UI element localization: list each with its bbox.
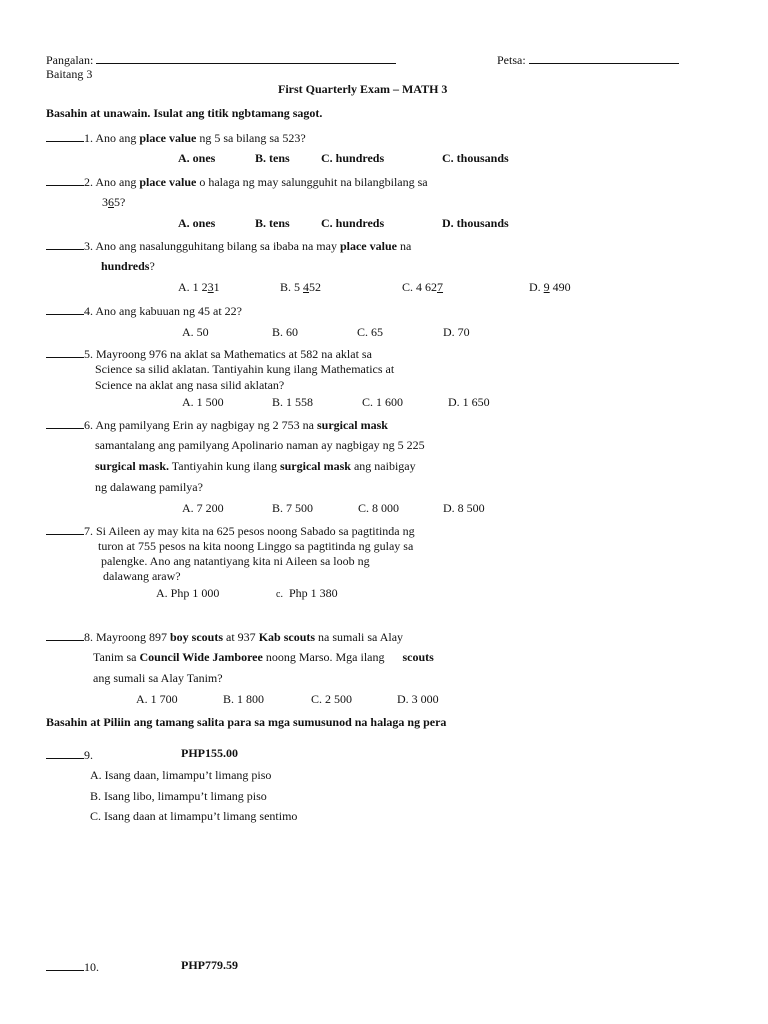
q9-choice-a: A. Isang daan, limampu’t limang piso xyxy=(90,768,272,782)
q8-choice-b: B. 1 800 xyxy=(223,692,265,706)
question-7-line3: palengke. Ano ang natantiyang kita ni Aileen sa loob ng xyxy=(101,554,370,568)
instructions-part1: Basahin at unawain. Isulat ang titik ngbtamang sagot. xyxy=(46,106,323,120)
q2-choice-c: C. hundreds xyxy=(321,216,385,230)
q5-choice-c: C. 1 600 xyxy=(362,395,404,409)
q5-choice-b: B. 1 558 xyxy=(272,395,314,409)
question-6-line3: surgical mask. Tantiyahin kung ilang surgical mask ang naibigay xyxy=(95,459,416,473)
q1-choice-c: C. hundreds xyxy=(321,151,385,165)
question-2: 2. Ano ang place value o halaga ng may salungguhit na bilangbilang sa xyxy=(46,174,428,190)
q9-amount: PHP155.00 xyxy=(181,746,238,760)
answer-blank-5[interactable] xyxy=(46,346,84,358)
q10-amount: PHP779.59 xyxy=(181,958,238,972)
q4-choice-d: D. 70 xyxy=(443,325,470,339)
q4-choice-a: A. 50 xyxy=(182,325,209,339)
answer-blank-8[interactable] xyxy=(46,629,84,641)
q3-choice-d: D. 9 490 xyxy=(529,280,571,294)
answer-blank-9[interactable] xyxy=(46,747,84,759)
q1-choice-a: A. ones xyxy=(178,151,216,165)
name-field[interactable] xyxy=(46,52,396,68)
question-6: 6. Ang pamilyang Erin ay nagbigay ng 2 753 na surgical mask xyxy=(46,417,388,433)
q3-choice-a: A. 1 231 xyxy=(178,280,220,294)
question-8: 8. Mayroong 897 boy scouts at 937 Kab scouts na sumali sa Alay xyxy=(46,629,403,645)
q9-choice-c: C. Isang daan at limampu’t limang sentimo xyxy=(90,809,298,823)
q7-choice-a: A. Php 1 000 xyxy=(156,586,220,600)
q6-choice-b: B. 7 500 xyxy=(272,501,314,515)
name-input-line[interactable] xyxy=(96,52,396,64)
name-label: Pangalan: xyxy=(46,53,94,67)
date-label: Petsa: xyxy=(497,53,526,67)
answer-blank-10[interactable] xyxy=(46,959,84,971)
question-3: 3. Ano ang nasalungguhitang bilang sa ibaba na may place value na xyxy=(46,238,411,254)
q2-choice-b: B. tens xyxy=(255,216,290,230)
q4-choice-c: C. 65 xyxy=(357,325,384,339)
question-10: 10. xyxy=(46,959,99,975)
q2-choice-d: D. thousands xyxy=(442,216,509,230)
question-6-line4: ng dalawang pamilya? xyxy=(95,480,203,494)
date-field[interactable] xyxy=(497,52,679,68)
answer-blank-2[interactable] xyxy=(46,174,84,186)
question-1: 1. Ano ang place value ng 5 sa bilang sa 523? xyxy=(46,130,306,146)
answer-blank-4[interactable] xyxy=(46,303,84,315)
question-8-line3: ang sumali sa Alay Tanim? xyxy=(93,671,223,685)
q6-choice-c: C. 8 000 xyxy=(358,501,400,515)
question-5-line3: Science na aklat ang nasa silid aklatan? xyxy=(95,378,285,392)
question-2-line2: 365? xyxy=(102,195,126,209)
q5-choice-a: A. 1 500 xyxy=(182,395,224,409)
question-7-line4: dalawang araw? xyxy=(103,569,181,583)
answer-blank-3[interactable] xyxy=(46,238,84,250)
q3-choice-b: B. 5 452 xyxy=(280,280,322,294)
answer-blank-7[interactable] xyxy=(46,523,84,535)
question-7: 7. Si Aileen ay may kita na 625 pesos noong Sabado sa pagtitinda ng xyxy=(46,523,415,539)
exam-title: First Quarterly Exam – MATH 3 xyxy=(278,82,448,96)
q2-choice-a: A. ones xyxy=(178,216,216,230)
q1-choice-b: B. tens xyxy=(255,151,290,165)
q4-choice-b: B. 60 xyxy=(272,325,299,339)
answer-blank-1[interactable] xyxy=(46,130,84,142)
q7-choice-c: c. Php 1 380 xyxy=(276,586,338,600)
question-5-line2: Science sa silid aklatan. Tantiyahin kung ilang Mathematics at xyxy=(95,362,395,376)
question-4: 4. Ano ang kabuuan ng 45 at 22? xyxy=(46,303,242,319)
q1-choice-d: C. thousands xyxy=(442,151,509,165)
q6-choice-a: A. 7 200 xyxy=(182,501,224,515)
question-7-line2: turon at 755 pesos na kita noong Linggo sa pagtitinda ng gulay sa xyxy=(98,539,414,553)
answer-blank-6[interactable] xyxy=(46,417,84,429)
instructions-part2: Basahin at Piliin ang tamang salita para sa mga sumusunod na halaga ng pera xyxy=(46,715,447,729)
question-9: 9. xyxy=(46,747,93,763)
q3-choice-c: C. 4 627 xyxy=(402,280,444,294)
grade-level: Baitang 3 xyxy=(46,67,93,81)
q8-choice-d: D. 3 000 xyxy=(397,692,439,706)
q9-choice-b: B. Isang libo, limampu’t limang piso xyxy=(90,789,267,803)
q8-choice-c: C. 2 500 xyxy=(311,692,353,706)
q6-choice-d: D. 8 500 xyxy=(443,501,485,515)
question-6-line2: samantalang ang pamilyang Apolinario naman ay nagbigay ng 5 225 xyxy=(95,438,425,452)
question-3-line2: hundreds? xyxy=(101,259,155,273)
question-5: 5. Mayroong 976 na aklat sa Mathematics at 582 na aklat sa xyxy=(46,346,372,362)
question-8-line2: Tanim sa Council Wide Jamboree noong Marso. Mga ilang scouts xyxy=(93,650,434,664)
date-input-line[interactable] xyxy=(529,52,679,64)
q8-choice-a: A. 1 700 xyxy=(136,692,178,706)
q5-choice-d: D. 1 650 xyxy=(448,395,490,409)
